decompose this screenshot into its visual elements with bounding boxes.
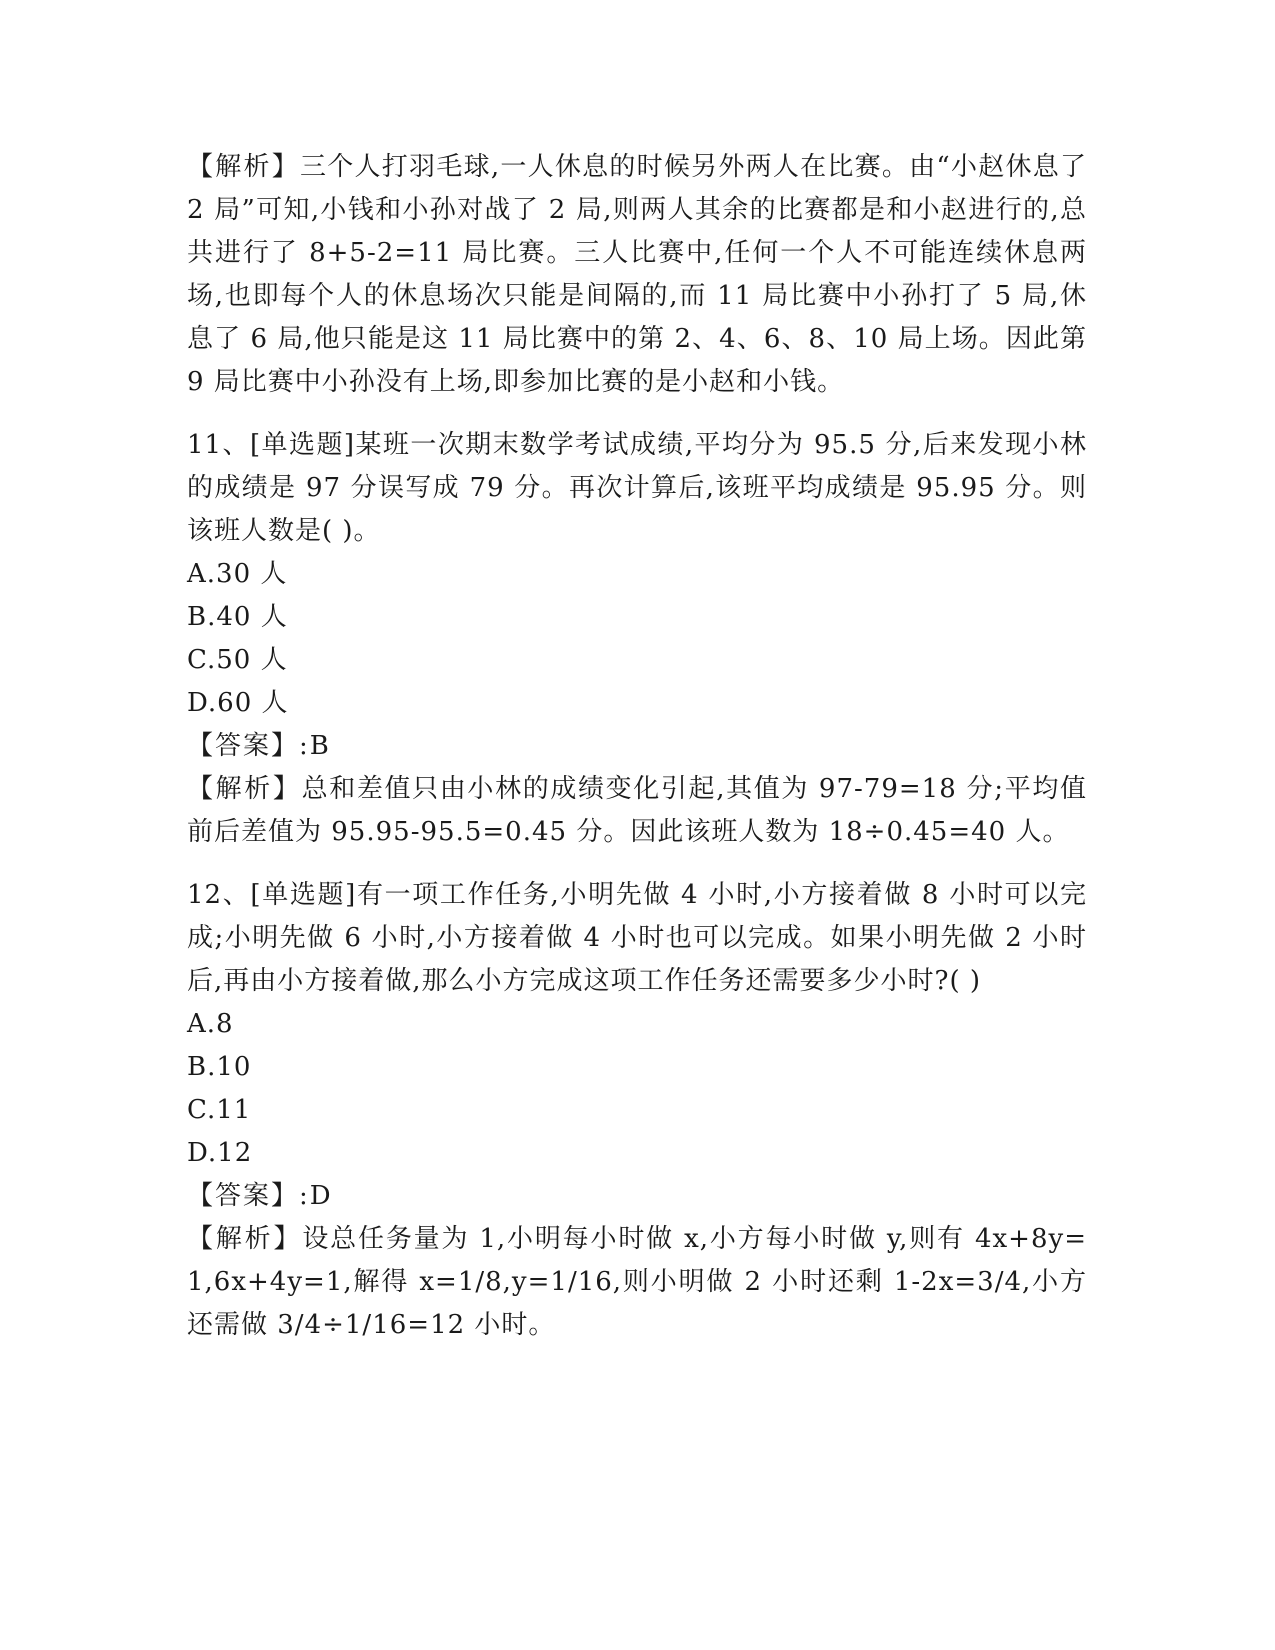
answer-value: D [309,1181,332,1211]
analysis-text: 总和差值只由小林的成绩变化引起,其值为 97-79=18 分;平均值前后差值为 95.95-95.5=0.45 分。因此该班人数为 18÷0.45=40 人。 [187,774,1087,847]
question-11 [187,424,1087,854]
analysis-label: 【解析】 [187,152,301,182]
option-c: C.11 [187,1095,252,1125]
option-b: B.40 人 [187,602,288,632]
analysis-text: 三个人打羽毛球,一人休息的时候另外两人在比赛。由“小赵休息了 2 局”可知,小钱和小孙对战了 2 局,则两人其余的比赛都是和小赵进行的,总共进行了 8+5-2=11 局比赛。三人比赛中,任何一个人不可能连续休息两场,也即每个人的休息场次只能是间隔的,而 11 局比赛中小孙打了 5 局,休息了 6 局,他只能是这 11 局比赛中的第 2、4、6、8、10 局上场。因此第 9 局比赛中小孙没有上场,即参加比赛的是小赵和小钱。 [187,152,1087,397]
option-b: B.10 [187,1052,252,1082]
answer-label: 【答案】: [187,731,310,761]
analysis-text: 设总任务量为 1,小明每小时做 x,小方每小时做 y,则有 4x+8y=1,6x+4y=1,解得 x=1/8,y=1/16,则小明做 2 小时还剩 1-2x=3/4,小方还需做 3/4÷1/16=12 小时。 [187,1224,1087,1340]
question-stem: 11、[单选题]某班一次期末数学考试成绩,平均分为 95.5 分,后来发现小林的成绩是 97 分误写成 79 分。再次计算后,该班平均成绩是 95.95 分。则该班人数是( )。 [187,430,1087,546]
question-analysis [187,768,1087,854]
option-d: D.12 [187,1138,253,1168]
previous-analysis [187,146,1087,404]
option-c: C.50 人 [187,645,288,675]
option-d: D.60 人 [187,688,289,718]
option-a: A.8 [187,1009,234,1039]
option-a: A.30 人 [187,559,288,589]
document-content [187,146,1087,1347]
question-stem: 12、[单选题]有一项工作任务,小明先做 4 小时,小方接着做 8 小时可以完成;小明先做 6 小时,小方接着做 4 小时也可以完成。如果小明先做 2 小时后,再由小方接着做,那么小方完成这项工作任务还需要多少小时?( ) [187,880,1087,996]
question-analysis [187,1218,1087,1347]
answer-line [187,725,1087,768]
analysis-label: 【解析】 [187,1224,303,1254]
answer-line [187,1175,1087,1218]
answer-value: B [309,731,330,761]
analysis-label: 【解析】 [187,774,302,804]
answer-label: 【答案】: [187,1181,310,1211]
question-12 [187,874,1087,1347]
